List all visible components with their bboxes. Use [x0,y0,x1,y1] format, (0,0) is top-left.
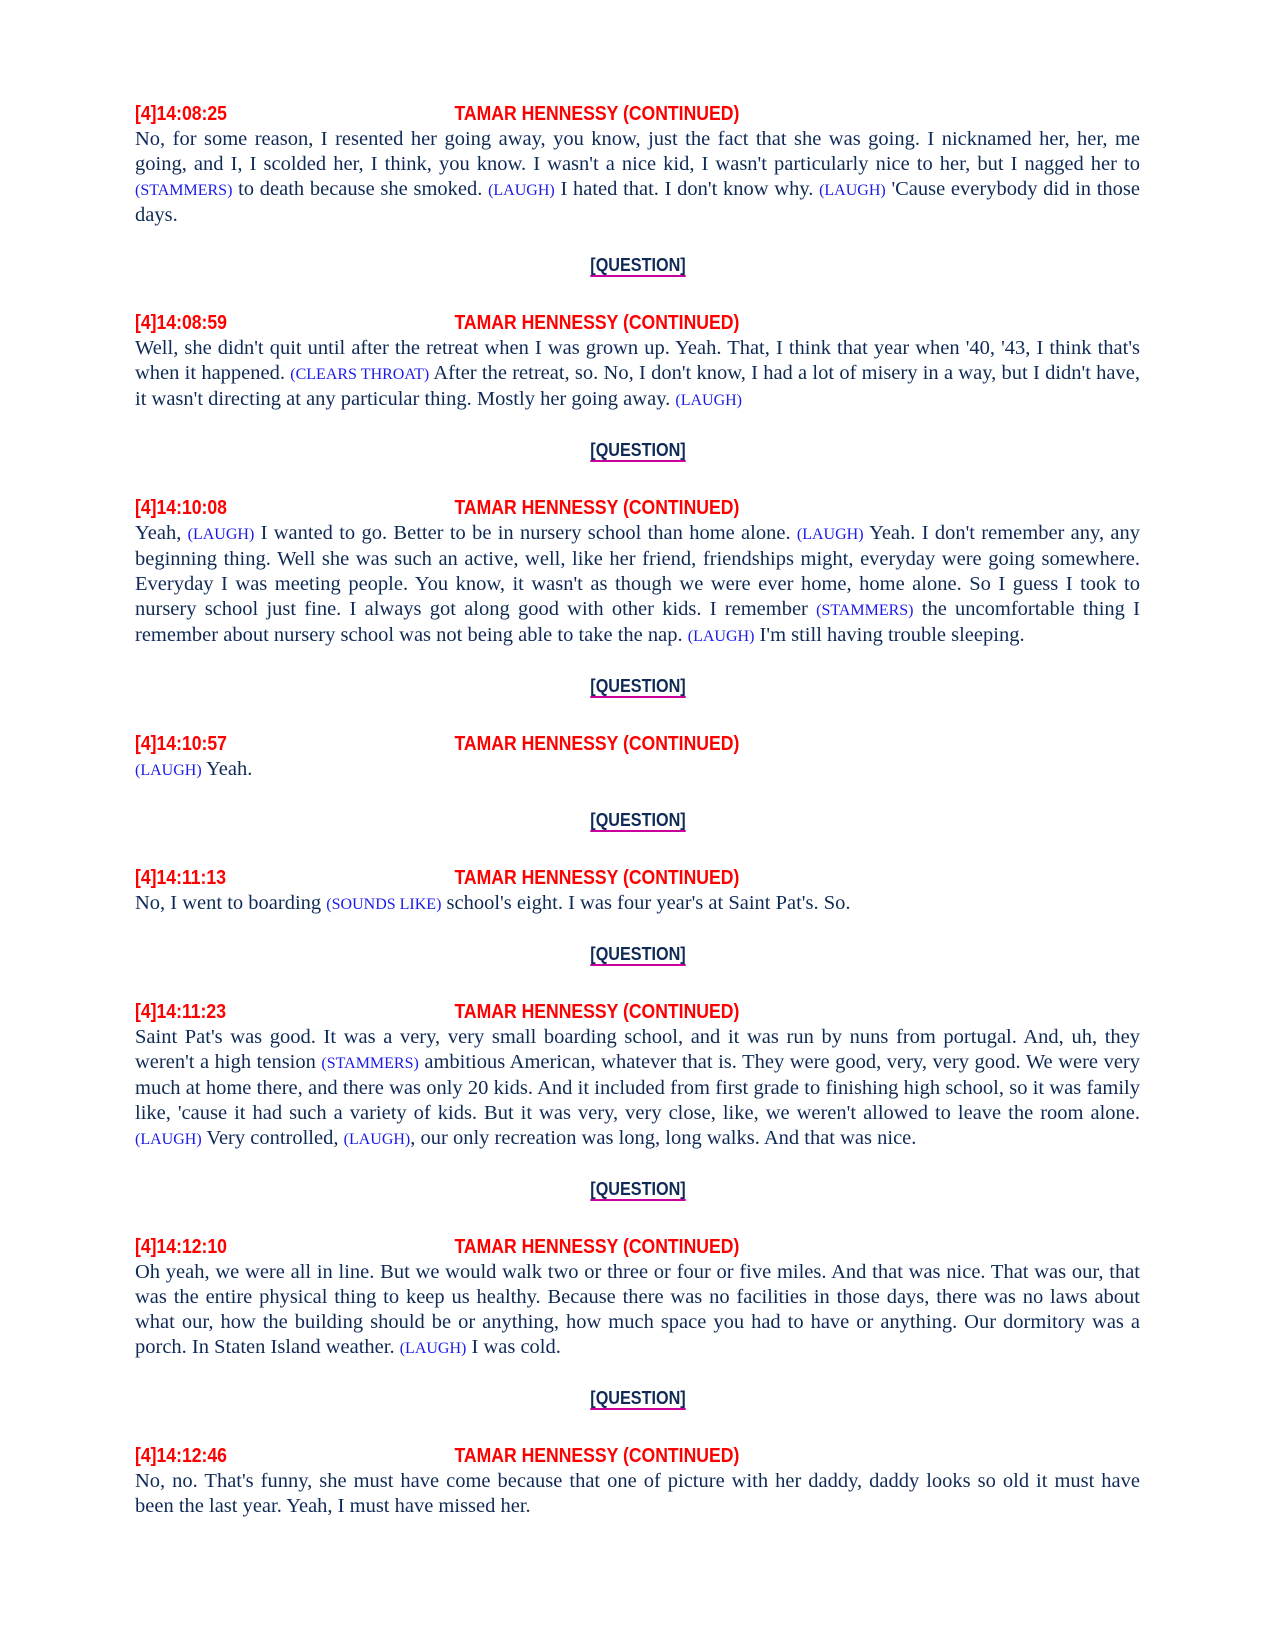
transcription-note: (LAUGH) [135,1131,202,1148]
segment-text [135,1260,1140,1361]
question-marker [135,810,1140,834]
timecode: [4]14:10:08 [135,497,227,519]
segment-header [135,496,1019,521]
question-marker [135,1179,1140,1203]
spoken-text: ambitious American, whatever that is. They were good, very, very good. We were very much at home there, and there was only 20 kids. And it included from first grade to finishing high school, so it was family like, 'cause it had such a variety of kids. But it was very, very close, like, we weren't allowed to leave the room alone. [135,1051,1140,1124]
spoken-text: I was cold. [466,1336,561,1358]
speaker-name: TAMAR HENNESSY (CONTINUED) [454,312,740,334]
question-marker [135,1388,1140,1412]
transcription-note: (SOUNDS LIKE) [326,896,442,913]
segment-header [135,1000,1019,1025]
question-marker [135,944,1140,968]
speaker-name: TAMAR HENNESSY (CONTINUED) [454,1236,740,1258]
spoken-text: No, no. That's funny, she must have come because that one of picture with her daddy, daddy looks so old it must have been the last year. Yeah, I must have missed her. [135,1470,1140,1517]
spoken-text: Saint Pat's was good. It was a very, very small boarding school, and it was run by nuns from portugal. And, uh, they weren't a high tension [135,1026,1140,1073]
speaker-name: TAMAR HENNESSY (CONTINUED) [454,497,740,519]
spoken-text: Oh yeah, we were all in line. But we would walk two or three or four or five miles. And that was nice. That was our, that was the entire physical thing to keep us healthy. Because there was no facilities in those days, there was no laws about what our, how the building should be or anything, how much space you had to have or anything. Our dormitory was a porch. In Staten Island weather. [135,1261,1140,1358]
transcript-segment [135,866,1140,917]
segment-header [135,1235,1019,1260]
question-marker [135,255,1140,279]
transcription-note: (LAUGH) [675,392,743,409]
segment-text [135,127,1140,228]
question-label: [QUESTION] [589,676,686,696]
spoken-text: Yeah, [135,522,188,544]
spoken-text: , our only recreation was long, long walks. And that was nice. [410,1127,917,1149]
transcription-note: (STAMMERS) [135,182,233,199]
transcription-note: (LAUGH) [819,182,886,199]
transcription-note: (STAMMERS) [816,602,914,619]
question-label: [QUESTION] [589,440,686,460]
spoken-text: 'Cause everybody did in those days. [135,178,1140,226]
speaker-name: TAMAR HENNESSY (CONTINUED) [454,103,740,125]
segment-header [135,732,1019,757]
transcript-segment [135,1000,1140,1152]
speaker-name: TAMAR HENNESSY (CONTINUED) [454,1001,740,1023]
timecode: [4]14:10:57 [135,733,227,755]
segment-header [135,866,1019,891]
segment-header [135,1444,1019,1469]
segment-text [135,521,1140,649]
transcription-note: (LAUGH) [343,1131,411,1148]
transcript-segment [135,102,1140,228]
spoken-text: Well, she didn't quit until after the retreat when I was grown up. Yeah. That, I think that year when '40, '43, I think that's when it happened. [135,337,1140,384]
spoken-text: Yeah. I don't remember any, any beginning thing. Well she was such an active, well, like her friend, friendships might, everyday were going somewhere. Everyday I was meeting people. You know, it wasn't as though we were ever home, home alone. So I guess I took to nursery school just fine. I always got along good with other kids. I remember [135,522,1140,620]
question-label: [QUESTION] [589,1388,686,1408]
question-label: [QUESTION] [589,255,686,275]
speaker-name: TAMAR HENNESSY (CONTINUED) [454,867,740,889]
transcription-note: (CLEARS THROAT) [290,366,430,383]
transcript-segment [135,496,1140,649]
segment-text [135,1025,1140,1152]
transcription-note: (LAUGH) [399,1340,467,1357]
spoken-text: the uncomfortable thing I remember about nursery school was not being able to take the nap. [135,598,1140,646]
transcription-note: (LAUGH) [796,526,864,543]
spoken-text: to death because she smoked. [232,178,489,200]
transcript-body [135,102,1140,1519]
timecode: [4]14:12:10 [135,1236,227,1258]
transcript-segment [135,1235,1140,1361]
timecode: [4]14:11:13 [135,867,226,889]
transcription-note: (LAUGH) [135,762,202,779]
spoken-text: I wanted to go. Better to be in nursery school than home alone. [254,522,797,544]
spoken-text: Very controlled, [201,1127,344,1149]
transcription-note: (LAUGH) [187,526,255,543]
timecode: [4]14:08:25 [135,103,227,125]
segment-header [135,102,1019,127]
transcript-segment [135,1444,1140,1519]
spoken-text: I hated that. I don't know why. [554,178,820,200]
speaker-name: TAMAR HENNESSY (CONTINUED) [454,733,740,755]
speaker-name: TAMAR HENNESSY (CONTINUED) [454,1445,740,1467]
segment-text [135,891,1140,917]
spoken-text: No, I went to boarding [135,892,327,914]
timecode: [4]14:12:46 [135,1445,227,1467]
segment-text [135,336,1140,413]
transcript-segment [135,732,1140,783]
question-marker [135,440,1140,464]
timecode: [4]14:11:23 [135,1001,226,1023]
spoken-text: Yeah. [201,758,253,780]
spoken-text: I'm still having trouble sleeping. [754,624,1025,646]
segment-text [135,757,1140,783]
question-label: [QUESTION] [589,810,686,830]
question-label: [QUESTION] [589,944,686,964]
question-label: [QUESTION] [589,1179,686,1199]
transcription-note: (STAMMERS) [321,1055,419,1072]
transcription-note: (LAUGH) [488,182,555,199]
spoken-text: No, for some reason, I resented her going away, you know, just the fact that she was going. I nicknamed her, her, me going, and I, I scolded her, I think, you know. I wasn't a nice kid, I wasn't particularly nice to her, but I nagged her to [135,128,1140,175]
transcript-segment [135,311,1140,413]
segment-text [135,1469,1140,1519]
spoken-text: school's eight. I was four year's at Saint Pat's. So. [441,892,851,914]
question-marker [135,676,1140,700]
spoken-text: After the retreat, so. No, I don't know, I had a lot of misery in a way, but I didn't have, it wasn't directing at any particular thing. Mostly her going away. [135,362,1140,410]
timecode: [4]14:08:59 [135,312,227,334]
segment-header [135,311,1019,336]
transcription-note: (LAUGH) [687,628,755,645]
